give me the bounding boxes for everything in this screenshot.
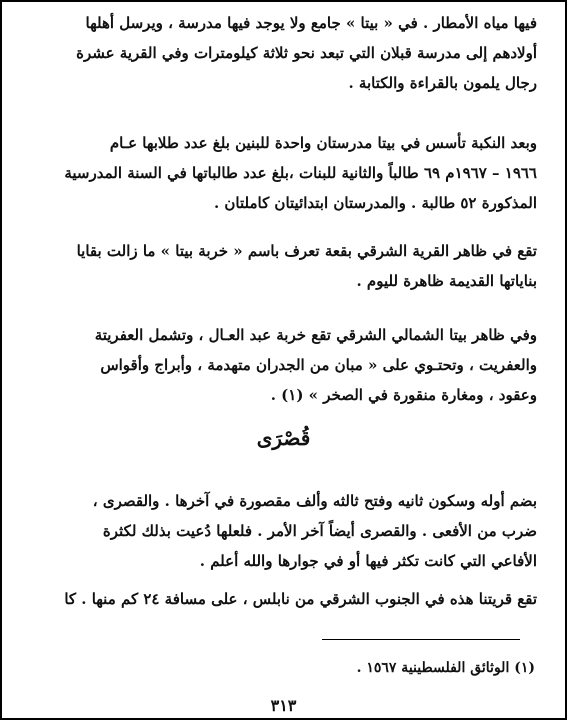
- paragraph-name-etymology: [26, 486, 537, 576]
- text-line: بضم أوله وسكون ثانيه وفتح ثالثه وألف مقصورة في آخرها . والقصرى ،: [92, 492, 537, 510]
- text-line: أولادهم إلى مدرسة قبلان التي تبعد نحو ثلاثة كيلومترات وفي القرية عشرة: [76, 44, 537, 62]
- section-heading: قُصْرَى: [256, 426, 311, 450]
- footnote-divider: [322, 639, 520, 640]
- text-line: تقع في ظاهر القرية الشرقي بقعة تعرف باسم « خربة بيتا » ما زالت بقايا: [76, 242, 537, 260]
- text-line: والعفريت ، وتحتـوي على « مبان من الجدران متهدمة ، وأبراج وأقواس: [100, 356, 537, 374]
- paragraph-water-school: [26, 8, 537, 98]
- text-line: ضرب من الأفعى . والقصرى أيضاً آخر الأمر . فلعلها دُعيت بذلك لكثرة: [102, 522, 537, 540]
- text-line: رجال يلمون بالقراءة والكتابة .: [348, 74, 537, 92]
- paragraph-schools-after-nakba: [26, 128, 537, 218]
- text-line: وبعد النكبة تأسس في بيتا مدرستان واحدة للبنين بلغ عدد طلابها عـام: [109, 134, 537, 152]
- text-line: الأفاعي التي كانت تكثر فيها أو في جوارها والله أعلم .: [199, 552, 537, 570]
- text-line: تقع قريتنا هذه في الجنوب الشرقي من نابلس ، على مسافة ٢٤ كم منها . كا: [64, 590, 537, 608]
- page-number: ٣١٣: [270, 696, 297, 715]
- text-line: فيها مياه الأمطار . في « بيتا » جامع ولا يوجد فيها مدرسة ، ويرسل أهلها: [85, 14, 537, 32]
- text-line: وعقود ، ومغارة منقورة في الصخر » (١) .: [270, 386, 537, 404]
- text-line: بناياتها القديمة ظاهرة لليوم .: [356, 272, 537, 290]
- text-line: وفي ظاهر بيتا الشمالي الشرقي تقع خربة عبد العـال ، وتشمل العفريتة: [94, 326, 537, 344]
- text-line: ١٩٦٦ – ١٩٦٧م ٦٩ طالباً والثانية للبنات ،بلغ عدد طالباتها في السنة المدرسية: [64, 164, 537, 182]
- paragraph-khirbet-abd-al-al: [26, 320, 537, 410]
- paragraph-khirbet-beita: [26, 236, 537, 296]
- text-line: المذكورة ٥٢ طالبة . والمدرستان ابتدائيتان كاملتان .: [213, 194, 537, 212]
- footnote: (١) الوثائق الفلسطينية ١٥٦٧ .: [356, 660, 535, 676]
- paragraph-location: [26, 584, 537, 614]
